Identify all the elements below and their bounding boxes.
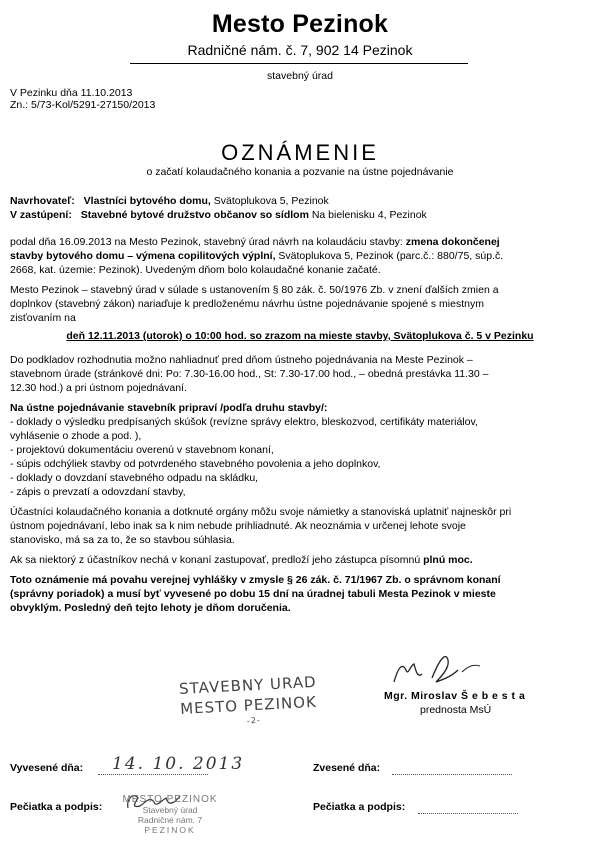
header-divider	[130, 63, 468, 64]
municipality-title: Mesto Pezinok	[211, 10, 389, 38]
p1-construction-address: Svätoplukova 5, Pezinok (parc.č.: 880/75, súp.č.	[275, 250, 504, 262]
p1-line-3: 2668, kat. územie: Pezinok). Uvedeným dňom bolo kolaudačné konanie začaté.	[10, 264, 381, 276]
p4-line-2: ústnom pojednávaní, lebo inak sa k nim nebude prihliadnuté. Ak neoznámia v určenej lehote svoje	[10, 520, 466, 532]
posted-date-line	[98, 774, 208, 775]
p6-line-3: obvyklým. Posledný deň tejto lehoty je dňom doručenia.	[10, 602, 291, 614]
p6-line-1: Toto oznámenie má povahu verejnej vyhlášky v zmysle § 26 zák. č. 71/1967 Zb. o správnom konaní	[10, 574, 501, 586]
p6-line-2: (správny poriadok) a musí byť vyvesené po dobu 15 dní na úradnej tabuli Mesta Pezinok v mieste	[10, 588, 496, 600]
list-item: - zápis o prevzatí a odovzdaní stavby,	[10, 486, 186, 498]
round-stamp-line-2: Stavebný úrad	[142, 805, 198, 815]
p1-text-a: podal dňa 16.09.2013 na Mesto Pezinok, stavebný úrad návrh na kolaudáciu stavby:	[10, 236, 406, 248]
applicant-label: Navrhovateľ:	[10, 195, 75, 207]
stamp-signature-line-right	[418, 813, 518, 814]
p2-line-1: Mesto Pezinok – stavebný úrad v súlade s ustanovením § 80 zák. č. 50/1976 Zb. v znení ďalších zmien a	[10, 284, 499, 296]
municipality-address: Radničné nám. č. 7, 902 14 Pezinok	[187, 42, 413, 58]
signer-role: prednosta MsÚ	[420, 704, 492, 716]
representative-label: V zastúpení:	[10, 209, 72, 221]
list-item: - projektovú dokumentáciu overenú v stavebnom konaní,	[10, 444, 274, 456]
round-stamp-line-1: MESTO PEZINOK	[122, 794, 218, 805]
representative-name: Stavebné bytové družstvo občanov so sídlom	[80, 209, 309, 221]
office-stamp	[174, 668, 337, 738]
round-office-stamp	[110, 795, 230, 855]
applicant-line	[10, 195, 329, 207]
p3-line-3: 12.30 hod.) a pri ústnom pojednávaní.	[10, 382, 187, 394]
representative-address: Na bielenisku 4, Pezinok	[308, 209, 427, 221]
list-heading: Na ústne pojednávanie stavebník pripraví /podľa druhu stavby/:	[10, 402, 328, 414]
signer-name: Mgr. Miroslav Š e b e s t a	[384, 690, 526, 702]
applicant-address: Svätoplukova 5, Pezinok	[210, 195, 329, 207]
issue-date: V Pezinku dňa 11.10.2013	[10, 87, 133, 99]
p1-line-1	[10, 236, 500, 248]
office-stamp-line-1: STAVEBNY URAD	[178, 672, 318, 698]
office-name: stavebný úrad	[267, 70, 333, 82]
p1-construction-name: stavby bytového domu – výmena copilitových výplní,	[10, 250, 276, 262]
p3-line-1: Do podkladov rozhodnutia možno nahliadnuť pred dňom ústneho pojednávania na Meste Pezinok –	[10, 354, 473, 366]
document-subtitle: o začatí kolaudačného konania a pozvanie na ústne pojednávanie	[146, 166, 454, 178]
stamp-signature-label-right: Pečiatka a podpis:	[313, 801, 406, 813]
power-of-attorney: plnú moc.	[423, 554, 473, 566]
p2-line-2: doplnkov (stavebný zákon) nariaďuje k predloženému návrhu ústne pojednávanie spojené s miestnym	[10, 298, 484, 310]
list-item: vyhlásenie o zhode a pod. ),	[10, 430, 142, 442]
p3-line-2: stavebnom úrade (stránkové dni: Po: 7.30-16.00 hod., St: 7.30-17.00 hod., – obedná prestávka 11.30 –	[10, 368, 489, 380]
office-stamp-line-3: -2-	[246, 715, 262, 726]
office-stamp-line-2: MESTO PEZINOK	[179, 692, 318, 718]
round-stamp-line-3: Radničné nám. 7	[137, 815, 203, 825]
stamp-signature-label-left: Pečiatka a podpis:	[10, 801, 103, 813]
p4-line-1: Účastníci kolaudačného konania a dotknuté orgány môžu svoje námietky a stanoviská uplatniť najneskôr pri	[10, 506, 512, 518]
removed-date-label: Zvesené dňa:	[313, 762, 381, 774]
p4-line-3: stanovisko, má sa za to, že so stavbou súhlasia.	[10, 534, 235, 546]
p2-line-3: zisťovaním na	[10, 312, 76, 324]
handwritten-signature-icon	[388, 648, 498, 692]
posted-date-label: Vyvesené dňa:	[10, 762, 84, 774]
representative-line	[10, 209, 427, 221]
list-item: - doklady o dovzdaní stavebného odpadu na skládku,	[10, 472, 259, 484]
applicant-name: Vlastníci bytového domu,	[83, 195, 211, 207]
hearing-date-line: deň 12.11.2013 (utorok) o 10:00 hod. so zrazom na mieste stavby, Svätoplukova č. 5 v Pezinku	[66, 330, 534, 342]
p5-line	[10, 554, 473, 566]
p1-line-2	[10, 250, 503, 262]
p1-text-b: zmena dokončenej	[405, 236, 500, 248]
list-item: - súpis odchýliek stavby od potvrdeného stavebného povolenia a jeho doplnkov,	[10, 458, 381, 470]
removed-date-line	[392, 774, 512, 775]
p5-text: Ak sa niektorý z účastníkov nechá v konaní zastupovať, predloží jeho zástupca písomnú	[10, 554, 424, 566]
posted-date-value: 14. 10. 2013	[112, 754, 245, 774]
list-item: - doklady o výsledku predpísaných skúšok (revízne správy elektro, bleskozvod, certifikáty materiálov,	[10, 416, 478, 428]
round-stamp-line-4: PEZINOK	[144, 825, 196, 835]
document-title: OZNÁMENIE	[221, 140, 379, 165]
reference-number: Zn.: 5/73-Kol/5291-27150/2013	[10, 99, 156, 111]
